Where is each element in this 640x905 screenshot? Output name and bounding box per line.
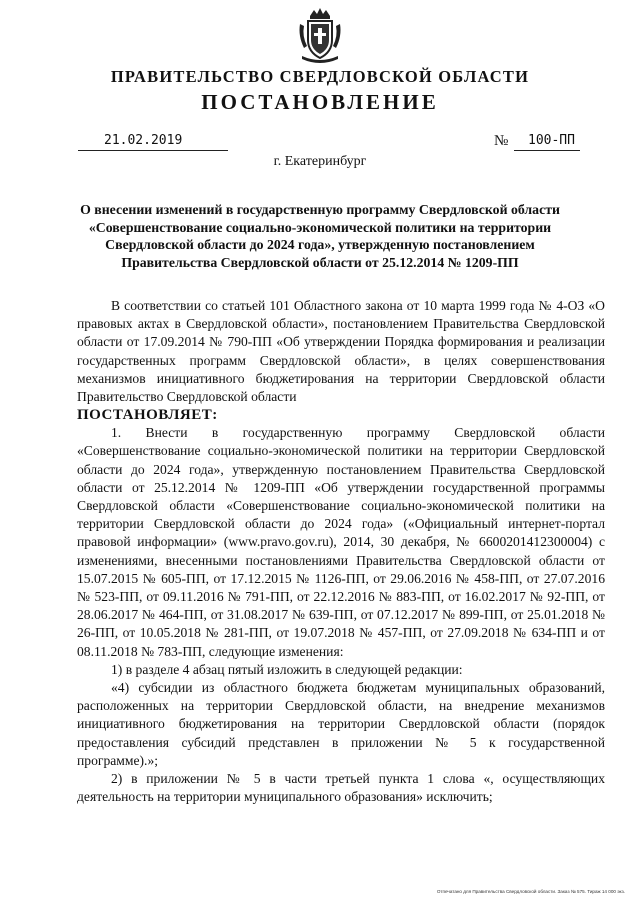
preamble-paragraph: В соответствии со статьей 101 Областного закона от 10 марта 1999 года № 4-ОЗ «О правовых актах в Свердловской области», постановлением Правительства Свердловской области от 17.09.2014 № 790-ПП «Об утверждении Порядка формирования и реализации государственных программ Свердловской области», в целях совершенствования механизмов инициативного бюджетирования на территории Свердловской области Правительство Свердловской области [77,298,605,405]
city: г. Екатеринбург [273,154,367,169]
decree-heading: ПОСТАНОВЛЯЕТ: [77,407,218,424]
number-sign: № [494,133,509,149]
document-date: 21.02.2019 [78,133,228,151]
document-number: 100-ПП [514,133,580,151]
sub-item-1-paragraph: 1) в разделе 4 абзац пятый изложить в следующей редакции: [111,661,463,677]
document-type: ПОСТАНОВЛЕНИЕ [201,90,439,114]
print-footer-note: Отпечатано для Правительства Свердловской области. Заказ № 575. Тираж 14 000 экз. [436,889,625,894]
item-1-paragraph: 1. Внести в государственную программу Свердловской области «Совершенствование социально-экономической политики на территории Свердловской области до 2024 года», утвержденную постановлением Правительства Свердловской области от 25.12.2014 № 1209-ПП «Об утверждении государственной программы Свердловской области «Совершенствование социально-экономической политики на территории Свердловской области до 2024 года» («Официальный интернет-портал правовой информации» (www.pravo.gov.ru), 2014, 30 декабря, № 6600201412300004) с изменениями, внесенными постановлениями Правительства Свердловской области от 15.07.2015 № 605-ПП, от 17.12.2015 № 1126-ПП, от 29.06.2016 № 458-ПП, от 27.07.2016 № 523-ПП, от 09.11.2016 № 791-ПП, от 22.12.2016 № 883-ПП, от 16.02.2017 № 92-ПП, от 28.06.2017 № 464-ПП, от 31.08.2017 № 639-ПП, от 07.12.2017 № 899-ПП, от 25.01.2018 № 26-ПП, от 10.05.2018 № 281-ПП, от 19.07.2018 № 457-ПП, от 27.09.2018 № 634-ПП и от 08.11.2018 № 783-ПП, следующие изменения: [77,425,605,659]
coat-of-arms-emblem [296,6,344,64]
document-body [77,297,605,806]
government-title: ПРАВИТЕЛЬСТВО СВЕРДЛОВСКОЙ ОБЛАСТИ [110,67,530,86]
sub-item-2-paragraph: 2) в приложении № 5 в части третьей пункта 1 слова «, осуществляющих деятельность на территории муниципального образования» исключить; [77,771,605,805]
document-subject: О внесении изменений в государственную программу Свердловской области «Совершенствование социально-экономической политики на территории Свердловской области до 2024 года», утвержденную постановлением Правительства Свердловской области от 25.12.2014 № 1209-ПП [80,202,560,270]
quoted-paragraph: «4) субсидии из областного бюджета бюджетам муниципальных образований, расположенных на территории Свердловской области, на внедрение механизмов инициативного бюджетирования на территории Свердловской области (порядок предоставления субсидий представлен в приложении № 5 к государственной программе).»; [77,680,605,768]
